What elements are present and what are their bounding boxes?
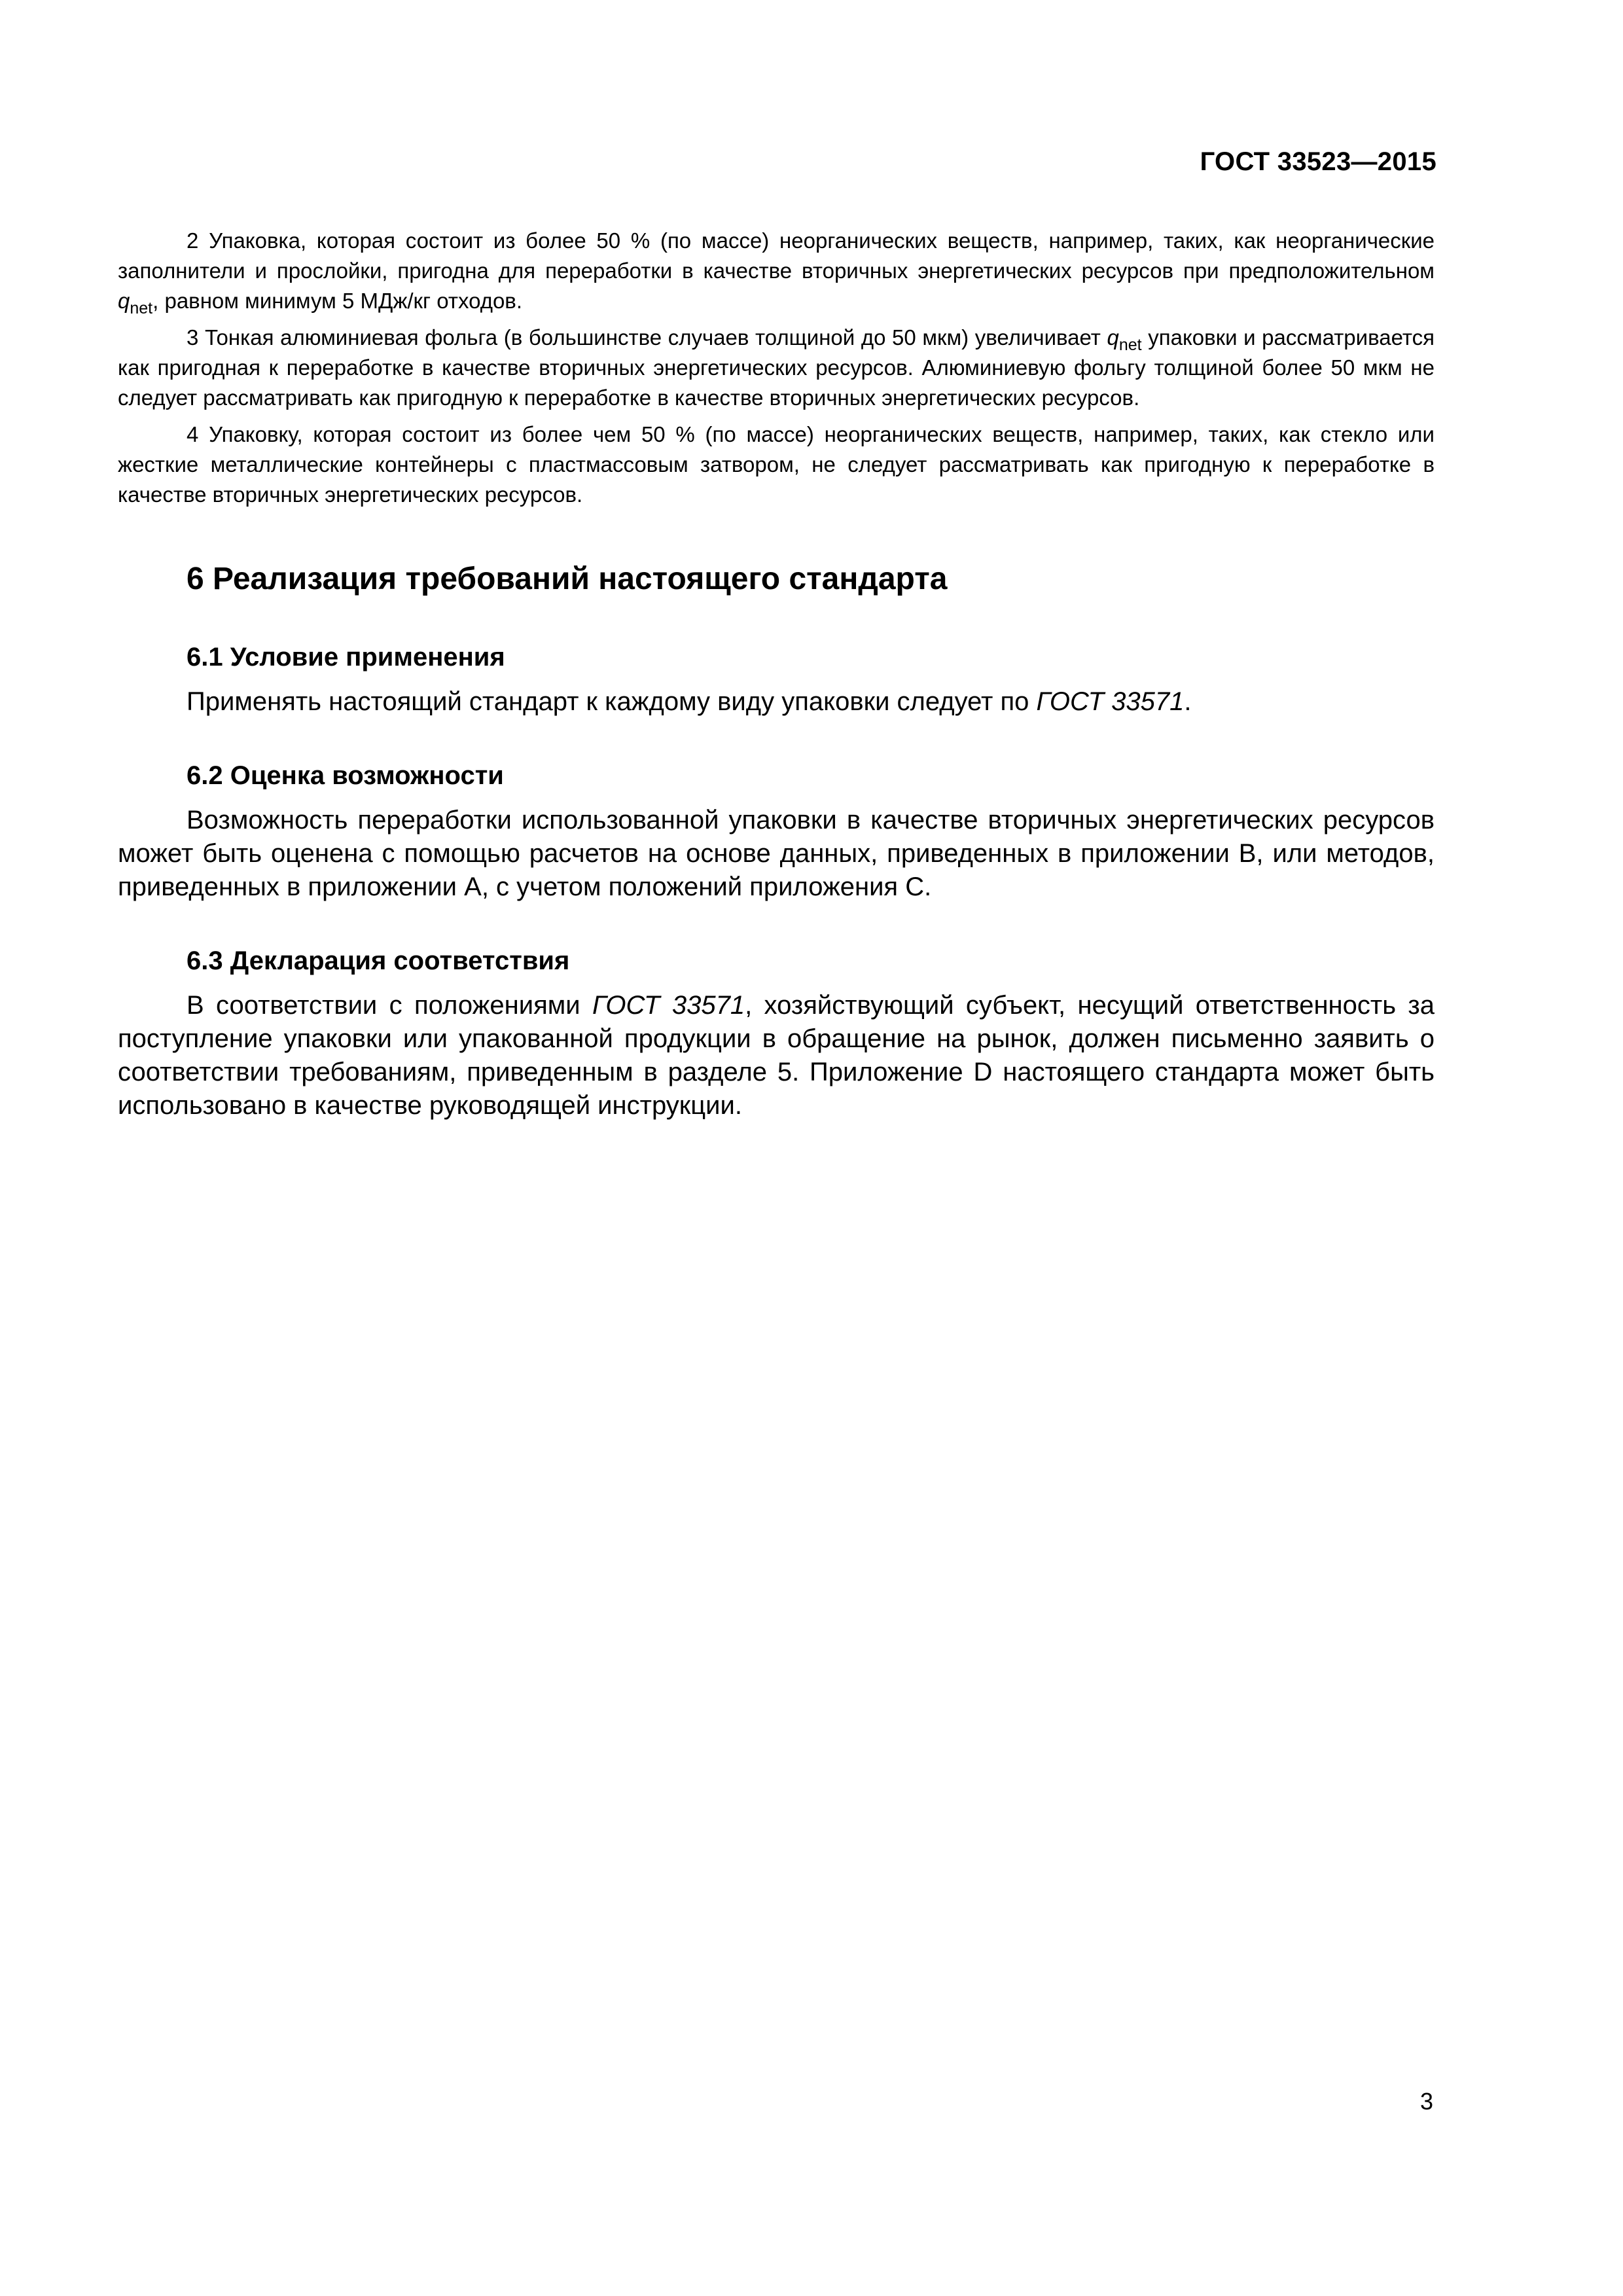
note-3: [118, 323, 1435, 413]
note-2-text-after: , равном минимум 5 МДж/кг отходов.: [152, 289, 523, 313]
note-3-variable: q: [1107, 325, 1119, 350]
note-2: [118, 226, 1435, 316]
page-content: [118, 226, 1435, 1122]
section-6-3-title: 6.3 Декларация соответствия: [187, 946, 570, 975]
note-3-text-before: 3 Тонкая алюминиевая фольга (в большинстве случаев толщиной до 50 мкм) увеличивает: [187, 325, 1107, 350]
document-code-header: ГОСТ 33523—2015: [1200, 147, 1436, 176]
note-3-text-after: упаковки и рассматривается как пригодная к переработке в качестве вторичных энергетических ресурсов. Алюминиевую фольгу толщиной более 50 мкм не следует рассматривать как пригодную к переработке в качестве вторичных энергетических ресурсов.: [118, 325, 1435, 410]
note-2-text-before: 2 Упаковка, которая состоит из более 50 % (по массе) неорганических веществ, например, таких, как неорганические заполнители и прослойки, пригодна для переработки в качестве вторичных энергетических ресурсов при предположительном: [118, 228, 1435, 283]
section-6-3-text-after: , хозяйствующий субъект, несущий ответственность за поступление упаковки или упакованной продукции в обращение на рынок, должен письменно заявить о соответствии требованиям, приведенным в разделе 5. Приложение D настоящего стандарта может быть использовано в качестве руководящей инструкции.: [118, 991, 1435, 1120]
section-6-2-text: Возможность переработки использованной упаковки в качестве вторичных энергетических ресурсов может быть оценена с помощью расчетов на основе данных, приведенных в приложении В, или методов, приведенных в приложении А, с учетом положений приложения С.: [118, 806, 1435, 901]
section-6-1-title: 6.1 Условие применения: [187, 643, 505, 672]
section-6-1-text-after: .: [1184, 687, 1192, 716]
section-6-title: 6 Реализация требований настоящего стандарта: [187, 562, 948, 596]
note-3-subscript: net: [1118, 336, 1142, 354]
page-number: 3: [1419, 2088, 1433, 2115]
section-6-1-text: [118, 685, 1435, 719]
section-6-3-reference: ГОСТ 33571: [592, 991, 745, 1020]
section-6-3-text: [118, 989, 1435, 1122]
note-4: 4 Упаковку, которая состоит из более чем 50 % (по массе) неорганических веществ, например, таких, как стекло или жесткие металлические контейнеры с пластмассовым затвором, не следует рассматривать как пригодную к переработке в качестве вторичных энергетических ресурсов.: [118, 422, 1435, 507]
section-6-1-reference: ГОСТ 33571: [1036, 687, 1185, 716]
section-6-3-text-before: В соответствии с положениями: [187, 991, 592, 1020]
note-2-variable: q: [118, 289, 130, 313]
note-2-subscript: net: [130, 299, 153, 317]
section-6-2-title: 6.2 Оценка возможности: [187, 761, 504, 790]
section-6-1-text-before: Применять настоящий стандарт к каждому виду упаковки следует по: [187, 687, 1037, 716]
